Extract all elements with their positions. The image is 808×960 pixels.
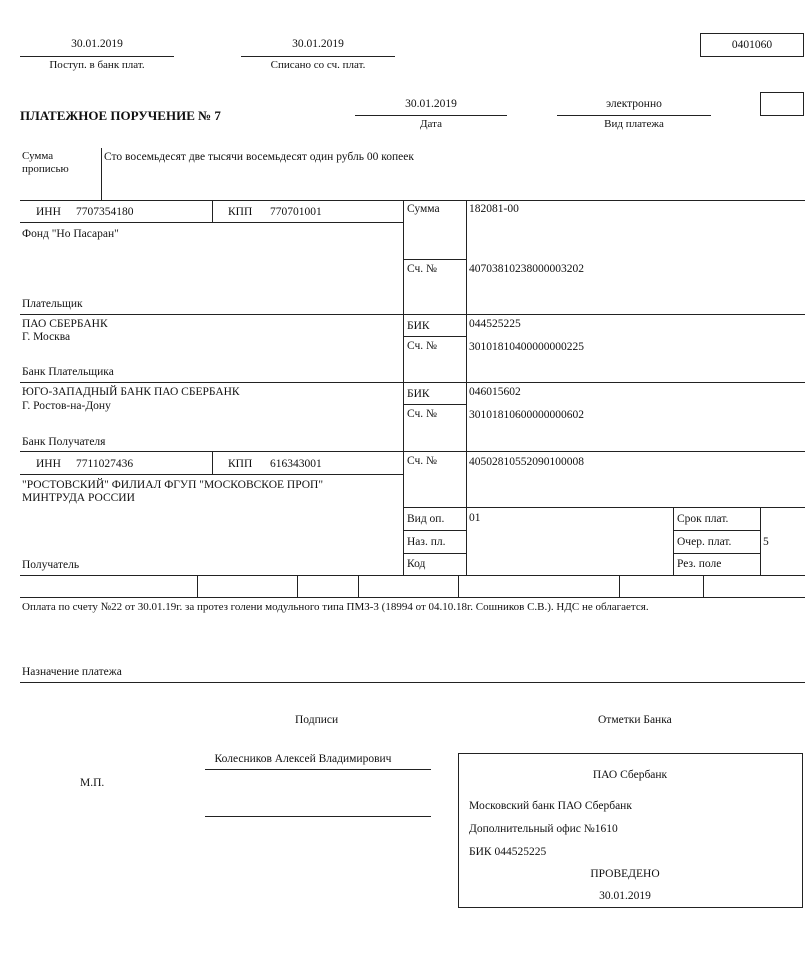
amount-value: 182081-00 [469,203,519,215]
payer-label: Плательщик [22,298,83,310]
label-payment-type: Вид платежа [604,118,664,130]
mp-label: М.П. [80,777,105,789]
amount-words-value: Сто восемьдесят две тысячи восемьдесят один рубль 00 копеек [104,151,414,163]
payer-account-label: Сч. № [407,263,438,275]
payee-bank-label: Банк Получателя [22,436,106,448]
label-received: Поступ. в банк плат. [49,59,145,71]
ocher-label: Очер. плат. [677,536,732,548]
grid-line [197,575,198,597]
signature-line [205,769,431,770]
payee-bank-account: 30101810600000000602 [469,409,584,421]
payment-type: электронно [606,98,662,110]
grid-line [20,474,403,475]
empty-code-box [760,92,804,116]
divider [20,56,174,57]
payee-bank-city: Г. Ростов-на-Дону [22,400,111,412]
srok-label: Срок плат. [677,513,729,525]
grid-line [20,597,805,598]
payer-bank-account: 30101810400000000225 [469,341,584,353]
stamp-bik: БИК 044525225 [469,846,547,858]
grid-line [404,553,466,554]
form-code-box [700,33,804,57]
grid-line [404,259,466,260]
payer-bank-bik: 044525225 [469,318,521,330]
stamp-date: 30.01.2019 [599,890,651,902]
payee-account: 40502810552090100008 [469,456,584,468]
purpose-label: Назначение платежа [22,666,122,678]
payee-account-label: Сч. № [407,455,438,467]
date-received: 30.01.2019 [71,38,123,50]
grid-line [619,575,620,597]
grid-line [760,507,761,575]
vid-op-label: Вид оп. [407,513,445,525]
grid-line [466,200,467,575]
divider [355,115,507,116]
payer-bank-name: ПАО СБЕРБАНК [22,318,108,330]
divider [101,148,102,200]
signature-line [205,816,431,817]
grid-line [404,530,466,531]
grid-line [358,575,359,597]
grid-line [212,200,213,222]
amount-label: Сумма [407,203,440,215]
grid-line [673,530,761,531]
payer-kpp-label: КПП [228,206,253,218]
signatures-label: Подписи [295,714,339,726]
grid-line [20,222,403,223]
grid-line [297,575,298,597]
grid-line [20,682,805,683]
label-debited: Списано со сч. плат. [270,59,366,71]
rez-label: Рез. поле [677,558,722,570]
divider [557,115,711,116]
grid-line [20,382,805,383]
grid-line [673,507,674,575]
payer-bank-city: Г. Москва [22,331,71,343]
grid-line [673,553,761,554]
payee-bank-account-label: Сч. № [407,408,438,420]
stamp-status: ПРОВЕДЕНО [590,868,660,880]
divider [241,56,395,57]
payee-kpp: 616343001 [270,458,322,470]
grid-line [404,507,805,508]
payer-name: Фонд "Но Пасаран" [22,228,119,240]
vid-op-value: 01 [469,512,481,524]
payee-inn: 7711027436 [76,458,134,470]
stamp-office: Дополнительный офис №1610 [469,823,618,835]
grid-line [212,451,213,474]
payee-label: Получатель [22,559,80,571]
bank-marks-label: Отметки Банка [598,714,672,726]
ocher-value: 5 [763,536,769,548]
payee-name-line1: "РОСТОВСКИЙ" ФИЛИАЛ ФГУП "МОСКОВСКОЕ ПРОП" [22,479,324,491]
label-amount-words-2: прописью [22,163,69,175]
grid-line [458,575,459,597]
order-date: 30.01.2019 [405,98,457,110]
stamp-branch: Московский банк ПАО Сбербанк [469,800,632,812]
grid-line [20,451,805,452]
purpose-text: Оплата по счету №22 от 30.01.19г. за протез голени модульного типа ПМЗ-3 (18994 от 04.10.18г. Сошников С.В.). НДС не облагается. [22,601,649,613]
payee-bank-name: ЮГО-ЗАПАДНЫЙ БАНК ПАО СБЕРБАНК [22,386,240,398]
payee-name-line2: МИНТРУДА РОССИИ [22,492,135,504]
form-code: 0401060 [731,39,773,51]
grid-line [404,336,466,337]
payer-bank-bik-label: БИК [407,320,430,332]
kod-label: Код [407,558,426,570]
payer-bank-label: Банк Плательщика [22,366,114,378]
payer-inn: 7707354180 [76,206,134,218]
label-date: Дата [420,118,442,130]
payee-bank-bik: 046015602 [469,386,521,398]
grid-line [20,200,805,201]
label-amount-words-1: Сумма [22,150,54,162]
grid-line [404,404,466,405]
signer-name: Колесников Алексей Владимирович [214,753,392,765]
stamp-bank: ПАО Сбербанк [592,769,668,781]
grid-line [20,314,805,315]
payee-kpp-label: КПП [228,458,253,470]
date-debited: 30.01.2019 [292,38,344,50]
grid-line [20,575,805,576]
payer-account: 40703810238000003202 [469,263,584,275]
grid-line [403,200,404,575]
order-title: ПЛАТЕЖНОЕ ПОРУЧЕНИЕ № 7 [20,108,221,123]
payee-bank-bik-label: БИК [407,388,430,400]
payee-inn-label: ИНН [36,458,61,470]
naz-pl-label: Наз. пл. [407,536,446,548]
payer-kpp: 770701001 [270,206,322,218]
payer-inn-label: ИНН [36,206,61,218]
grid-line [703,575,704,597]
payer-bank-account-label: Сч. № [407,340,438,352]
